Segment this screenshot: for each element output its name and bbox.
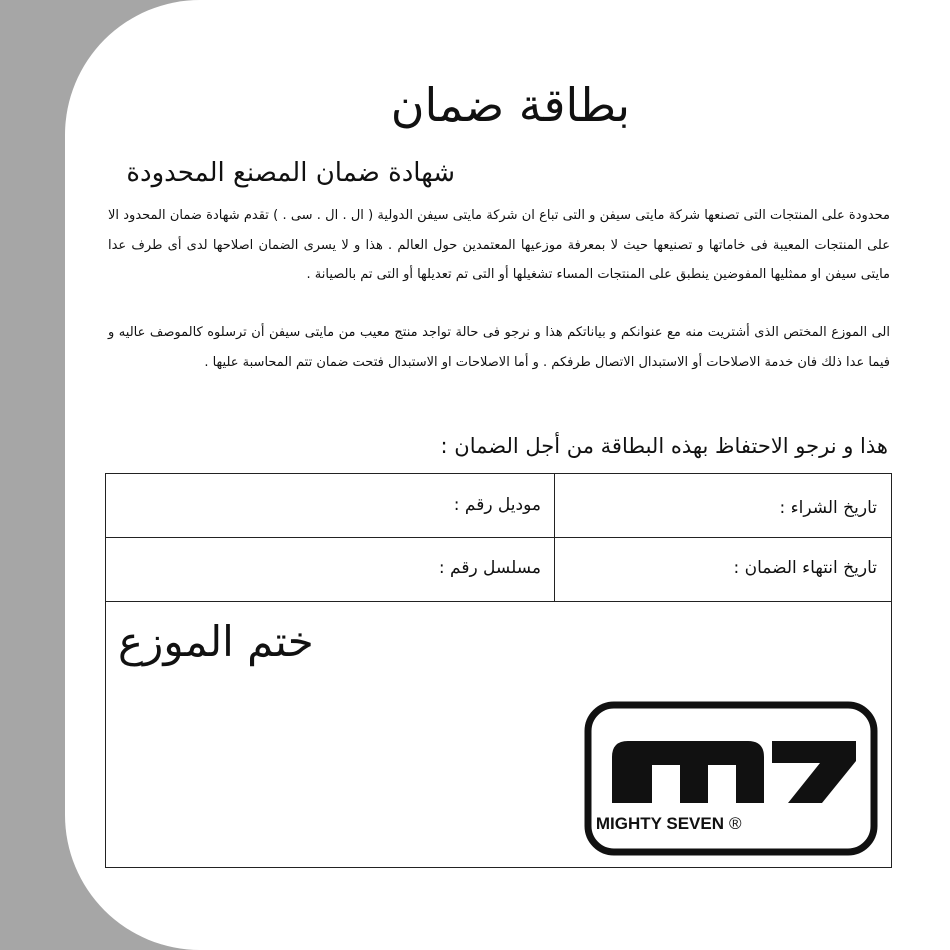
table-row-divider — [106, 601, 891, 602]
serial-number-field[interactable]: مسلسل رقم : — [438, 558, 541, 578]
card-subtitle: شهادة ضمان المصنع المحدودة — [126, 158, 455, 188]
mighty-seven-logo — [584, 701, 878, 856]
warranty-terms-paragraph-1: محدودة على المنتجات التى تصنعها شركة مايتى سيفن و التى تباع ان شركة مايتى سيفن الدولية ( ال . ال . سى . ) تقدم شهادة ضمان المحدود الا على المنتجات المعيبة فى خاماتها و تصنيعها حيث لا بمعرفة موزعيها المعتمدين حول العالم . هذا و لا يسرى الضمان اصلاحها لدى أى طرف عدا مايتى سيفن او ممثليها المفوضين ينطبق على المنتجات المساء تشغيلها أو التى تم تعديلها أو التى تم بالصيانة . — [108, 208, 890, 282]
warranty-details-table — [105, 473, 892, 868]
keep-card-note: هذا و نرجو الاحتفاظ بهذه البطاقة من أجل الضمان : — [440, 434, 888, 458]
model-number-field[interactable]: موديل رقم : — [453, 495, 541, 515]
card-title: بطاقة ضمان — [390, 78, 630, 132]
registered-mark: ® — [729, 814, 742, 833]
table-row-divider — [106, 537, 891, 538]
dealer-stamp-label: ختم الموزع — [118, 617, 314, 666]
table-column-divider — [554, 474, 555, 601]
logo-brand-text: MIGHTY SEVEN — [595, 814, 724, 833]
purchase-date-field[interactable]: تاريخ الشراء : — [779, 498, 877, 518]
warranty-end-date-field[interactable]: تاريخ انتهاء الضمان : — [733, 558, 877, 578]
warranty-terms-paragraph-2: الى الموزع المختص الذى أشتريت منه مع عنوانكم و بياناتكم هذا و نرجو فى حالة تواجد منتج معيب من مايتى سيفن أن ترسلوه كالموصف عاليه و فيما عدا ذلك فان خدمة الاصلاحات أو الاستبدال الاتصال طرفكم . و أما الاصلاحات او الاستبدال فتحت ضمان تتم المحاسبة عليها . — [108, 325, 890, 370]
